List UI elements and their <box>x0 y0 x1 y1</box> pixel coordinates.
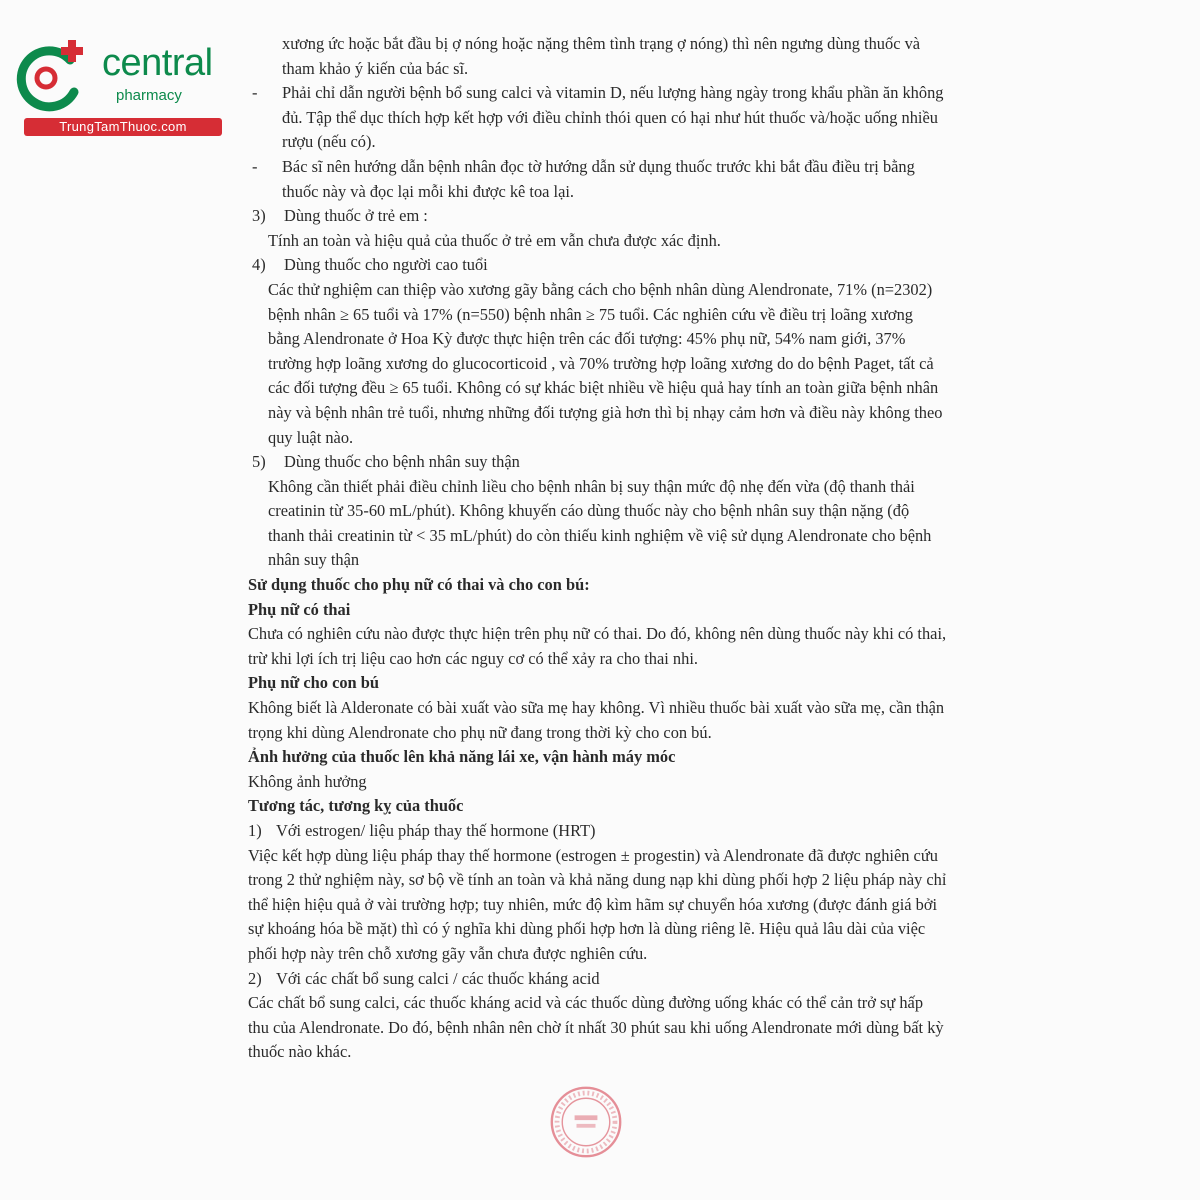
section-renal-title <box>248 450 948 475</box>
bullet-doctor-guidance <box>248 155 948 204</box>
bullet-text: Bác sĩ nên hướng dẫn bệnh nhân đọc tờ hướng dẫn sử dụng thuốc trước khi bắt đầu điều trị bằng thuốc này và đọc lại mỗi khi được kê toa lại. <box>282 156 915 201</box>
interaction-estrogen-text: Việc kết hợp dùng liệu pháp thay thế hormone (estrogen ± progestin) và Alendronate đã được nghiên cứu trong 2 thử nghiệm này, sơ bộ về tính an toàn và khả năng dung nạp khi dùng phối hợp 2 liệu pháp này chỉ thể hiện hiệu quả ở vài trường hợp; tuy nhiên, mức độ kìm hãm sự chuyển hóa xương (được đánh giá bởi sự khoáng hóa bề mặt) thì có ý nghĩa khi dùng phối hợp hơn là dùng riêng lẽ. Hiệu quả lâu dài của việc phối hợp này trên chỗ xương gãy vẫn chưa được nghiên cứu. <box>248 845 947 963</box>
interaction-estrogen-title <box>248 819 948 844</box>
section-title: Với estrogen/ liệu pháp thay thế hormone (HRT) <box>276 821 596 840</box>
heading-interactions: Tương tác, tương kỵ của thuốc <box>248 796 464 816</box>
section-children-text: Tính an toàn và hiệu quả của thuốc ở trẻ em vẫn chưa được xác định. <box>268 230 721 250</box>
interaction-calcium-title <box>248 967 948 992</box>
section-children-title <box>248 204 948 229</box>
paragraph-heartburn: xương ức hoặc bắt đầu bị ợ nóng hoặc nặng thêm tình trạng ợ nóng) thì nên ngưng dùng thuốc và tham khảo ý kiến của bác sĩ. <box>282 34 921 78</box>
section-renal-text: Không cần thiết phải điều chỉnh liều cho bệnh nhân bị suy thận mức độ nhẹ đến vừa (độ thanh thải creatinin từ 35-60 mL/phút). Không khuyến cáo dùng thuốc này cho bệnh nhân suy thận nặng (độ thanh thải creatinin từ < 35 mL/phút) do còn thiếu kinh nghiệm về việ sử dụng Alendronate cho bệnh nhân suy thận <box>268 476 932 570</box>
brand-name: central <box>102 42 213 84</box>
heading-pregnant-women: Phụ nữ có thai <box>248 599 351 619</box>
text-driving: Không ảnh hưởng <box>248 771 367 791</box>
bullet-dash: - <box>252 156 258 176</box>
section-number: 2) <box>248 968 262 988</box>
pharmacy-logo-icon <box>12 38 92 118</box>
heading-pregnancy-lactation: Sử dụng thuốc cho phụ nữ có thai và cho con bú: <box>248 575 590 595</box>
section-title: Với các chất bổ sung calci / các thuốc kháng acid <box>276 968 600 988</box>
text-pregnant-women: Chưa có nghiên cứu nào được thực hiện trên phụ nữ có thai. Do đó, không nên dùng thuốc này khi có thai, trừ khi lợi ích trị liệu cao hơn các nguy cơ có thể xảy ra cho thai nhi. <box>248 624 947 668</box>
section-elderly-title <box>248 253 948 278</box>
bullet-text: Phải chỉ dẫn người bệnh bổ sung calci và vitamin D, nếu lượng hàng ngày trong khẩu phần ăn không đủ. Tập thể dục thích hợp kết hợp với điều chỉnh thói quen có hại như hút thuốc và/hoặc uống nhiều rượu (nếu có). <box>282 83 944 152</box>
interaction-calcium-text: Các chất bổ sung calci, các thuốc kháng acid và các thuốc dùng đường uống khác có thể cản trở sự hấp thu của Alendronate. Do đó, bệnh nhân nên chờ ít nhất 30 phút sau khi uống Alendronate mới dùng bất kỳ thuốc nào khác. <box>248 993 944 1062</box>
section-title: Dùng thuốc ở trẻ em : <box>284 206 428 226</box>
site-url-badge: TrungTamThuoc.com <box>24 118 222 136</box>
section-title: Dùng thuốc cho bệnh nhân suy thận <box>284 452 520 472</box>
section-title: Dùng thuốc cho người cao tuổi <box>284 255 488 275</box>
document-body <box>248 32 948 1065</box>
section-elderly-text: Các thử nghiệm can thiệp vào xương gãy bằng cách cho bệnh nhân dùng Alendronate, 71% (n=2302) bệnh nhân ≥ 65 tuổi và 17% (n=550) bệnh nhân ≥ 75 tuổi. Các nghiên cứu về điều trị loãng xương bằng Alendronate ở Hoa Kỳ được thực hiện trên các đối tượng: 45% phụ nữ, 54% nam giới, 37% trường hợp loãng xương do glucocorticoid , và 70% trường hợp loãng xương do do bệnh Paget, tất cả các đối tượng đều ≥ 65 tuổi. Không có sự khác biệt nhiều về hiệu quả hay tính an toàn giữa bệnh nhân này và bệnh nhân trẻ tuổi, nhưng những đối tượng già hơn thì bị nhạy cảm hơn và điều này không theo quy luật nào. <box>268 279 943 447</box>
section-number: 4) <box>252 255 266 275</box>
bullet-calcium <box>248 81 948 155</box>
text-breastfeeding: Không biết là Alderonate có bài xuất vào sữa mẹ hay không. Vì nhiều thuốc bài xuất vào sữa mẹ, cần thận trọng khi dùng Alendronate cho phụ nữ đang trong thời kỳ cho con bú. <box>248 698 945 742</box>
section-number: 5) <box>252 452 266 472</box>
section-number: 3) <box>252 206 266 226</box>
section-number: 1) <box>248 821 262 840</box>
heading-breastfeeding: Phụ nữ cho con bú <box>248 673 379 693</box>
company-seal-stamp <box>548 1084 624 1160</box>
central-pharmacy-logo[interactable] <box>12 38 217 138</box>
bullet-dash: - <box>252 83 258 103</box>
heading-driving: Ảnh hưởng của thuốc lên khả năng lái xe, vận hành máy móc <box>248 747 676 767</box>
brand-subtitle: pharmacy <box>116 87 182 104</box>
